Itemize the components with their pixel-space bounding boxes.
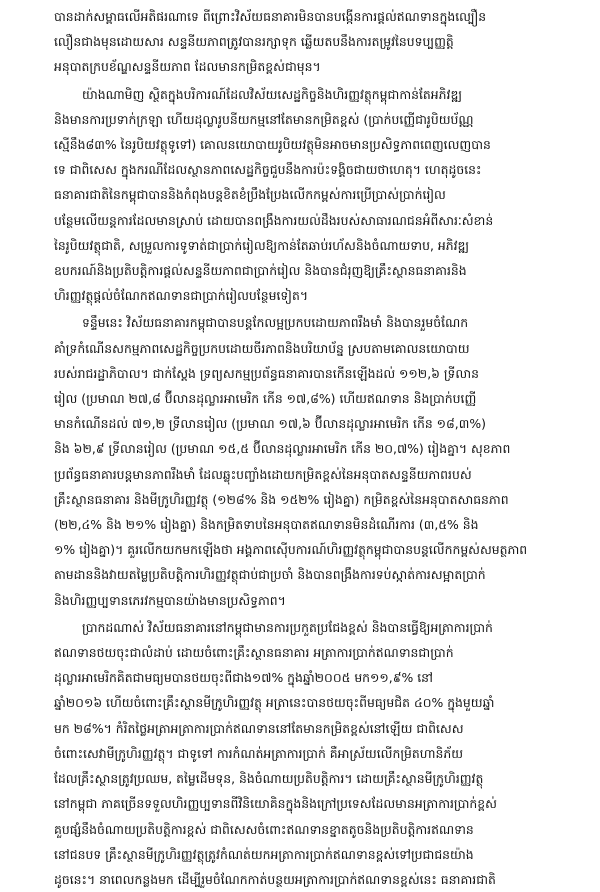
text-line: លឿនជាងមុនដោយសារ សន្ទនីយភាពត្រូវបានរក្សាទុក ឆ្លើយតបនឹងការតម្រូវនៃបទប្បញ្ញត្តិ [54, 34, 454, 50]
text-line: ១% រៀងគ្នា)។ គួរលើកយកមកឡើងថា អង្គភាពស៊ើបការណ៍ហិរញ្ញវត្ថុកម្ពុជាបានបន្តលើកកម្ពស់សមត្ថភាព [54, 542, 528, 558]
text-line: អនុបាតក្របខ័ណ្ឌសន្ទនីយភាព ដែលមានកម្រិតខ្ពស់ជាមុន។ [54, 59, 321, 75]
text-line: រៀល (ប្រមាណ ២៧,៨ ប៊ីលានដុល្លារអាមេរិក កើន ១៧,៨%) ហើយឥណទាន និងប្រាក់បញ្ញើ [54, 391, 477, 407]
text-line: ឆ្នាំ២០១៦ ហើយចំពោះគ្រឹះស្ថានមីក្រូហិរញ្ញវត្ថុ អត្រានេះបានថយចុះពីមធ្យមជិត ៤០% ក្នុងមួយឆ្នាំ [54, 695, 495, 711]
text-line: ទេ ជាពិសេស ក្នុងករណីដែលស្ថានភាពសេដ្ឋកិច្ចជួបនឹងការប៉ះទង្គិចជាយថាហេតុ។ ហេតុដូចនេះ [54, 162, 482, 178]
text-line: និងមានការប្រទាក់ក្រឡា ហើយដុល្លារូបនីយកម្មនៅតែមានកម្រិតខ្ពស់ (ប្រាក់បញ្ញើជារូបិយប័ណ្ណ [54, 111, 474, 127]
text-line: ឥណទានថយចុះជាលំដាប់ ដោយចំពោះគ្រឹះស្ថានធនាគារ អត្រាការប្រាក់ឥណទានជាប្រាក់ [54, 645, 454, 661]
text-line: (២២,៤% និង ២១% រៀងគ្នា) និងកម្រិតទាបនៃអនុបាតឥណទានមិនដំណើរការ (៣,៥% និង [54, 517, 479, 533]
text-line: នៅកម្ពុជា ភាគច្រើនទទួលហិរញ្ញប្បទានពីវិនិយោគិនក្នុងនិងក្រៅប្រទេសដែលមានអត្រាការប្រាក់ខ្ពស់ [54, 796, 497, 812]
text-line: ដូចនេះ។ នាពេលកន្លងមក ដើម្បីរួមចំណែកកាត់បន្ថយអត្រាការប្រាក់ឥណទានខ្ពស់នេះ ធនាគារជាតិ [54, 871, 496, 887]
text-line: ប្រព័ន្ធធនាគារបន្តមានភាពរឹងមាំ ដែលឆ្លុះបញ្ចាំងដោយកម្រិតខ្ពស់នៃអនុបាតសន្ទនីយភាពរបស់ [54, 466, 472, 482]
text-line: នៃរូបិយវត្ថុជាតិ, សម្រួលការទូទាត់ជាប្រាក់រៀលឱ្យកាន់តែឆាប់រហ័សនិងចំណាយទាប, អភិវឌ្ឍ [54, 237, 470, 253]
paragraph-3 [54, 310, 574, 612]
text-line: នៅជនបទ គ្រឹះស្ថានមីក្រូហិរញ្ញវត្ថុត្រូវកំណត់យកអត្រាការប្រាក់ឥណទានខ្ពស់ទៅប្រជាជនយ៉ាង [54, 846, 474, 862]
text-line: យ៉ាងណាមិញ ស្ថិតក្នុងបរិការណ៍ដែលវិស័យសេដ្ឋកិច្ចនិងហិរញ្ញវត្ថុកម្ពុជាកាន់តែអភិវឌ្ឍ [82, 86, 463, 102]
text-line: ហិរញ្ញវត្ថុផ្តល់ចំណែកឥណទានជាប្រាក់រៀលបន្ថែមទៀត។ [54, 288, 308, 304]
text-line: ធនាគារជាតិនៃកម្ពុជាបាននិងកំពុងបន្តខិតខំប្រឹងប្រែងលើកកម្ពស់ការប្រើប្រាស់ប្រាក់រៀល [54, 187, 446, 203]
text-line: មក ២៨%។ កំរិតថ្លៃអត្រាអត្រាការប្រាក់ឥណទាននៅតែមានកម្រិតខ្ពស់នៅឡើយ ជាពិសេស [54, 720, 464, 736]
paragraph-2 [54, 82, 574, 309]
text-line: ចំពោះសេវាមីក្រូហិរញ្ញវត្ថុ។ ជាទូទៅ ការកំណត់អត្រាការប្រាក់ គឺអាស្រ័យលើកម្រិតហានិភ័យ [54, 745, 464, 761]
text-line: បន្ថែមលើយន្តការដែលមានស្រាប់ ដោយបានពង្រឹងការយល់ដឹងរបស់សាធារណជនអំពីសារៈសំខាន់ [54, 212, 494, 228]
text-line: និង ៦២,៩ ទ្រីលានរៀល (ប្រមាណ ១៥,៥ ប៊ីលានដុល្លារអាមេរិក កើន ២០,៧%) រៀងគ្នា។ សុខភាព [54, 441, 511, 457]
text-line: មានកំណើនដល់ ៧១,២ ទ្រីលានរៀល (ប្រមាណ ១៧,៦ ប៊ីលានដុល្លារអាមេរិក កើន ១៨,៣%) [54, 416, 486, 432]
text-line: គាំទ្រកំណើនសកម្មភាពសេដ្ឋកិច្ចប្រកបដោយចីរភាពនិងបរិយាប័ន្ន ស្របតាមគោលនយោបាយ [54, 340, 470, 356]
text-line: បានដាក់សម្ពាធលើអតិផរណាទេ ពីព្រោះវិស័យធនាគារមិនបានបង្កើនការផ្តល់ឥណទានក្នុងល្បឿន [54, 9, 487, 24]
text-line: ឧបករណ៍និងប្រតិបត្តិការផ្តល់សន្ទនីយភាពជាប្រាក់រៀល និងបានជំរុញឱ្យគ្រឹះស្ថានធនាគារនិង [54, 263, 467, 279]
text-line: ដែលគ្រឹះស្ថានត្រូវប្រឈម, តម្លៃដើមទុន, និងចំណាយប្រតិបត្តិការ។ ដោយគ្រឹះស្ថានមីក្រូហិរញ្ញវត្ថុ [54, 771, 484, 787]
paragraph-4 [54, 615, 574, 892]
text-line: គ្រឹះស្ថានធនាគារ និងមីក្រូហិរញ្ញវត្ថុ (១២៨% និង ១៥២% រៀងគ្នា) កម្រិតខ្ពស់នៃអនុបាតសាធនភាព [54, 491, 509, 507]
text-line: ទន្ទឹមនេះ វិស័យធនាគារកម្ពុជាបានបន្តកែលម្អប្រកបដោយភាពរឹងមាំ និងបានរួមចំណែក [82, 315, 469, 331]
text-line: ដុល្លារអាមេរិកគិតជាមធ្យមបានថយចុះពីជាង១៧% ក្នុងឆ្នាំ២០០៥ មក១១,៩% នៅ [54, 670, 433, 686]
text-line: ស្មើនឹង៨៣% នៃរូបិយវត្ថុទូទៅ) គោលនយោបាយរូបិយវត្ថុមិនអាចមានប្រសិទ្ធភាពពេញលេញបាន [54, 137, 491, 153]
text-line: ប្រាកដណាស់ វិស័យធនាគារនៅកម្ពុជាមានការប្រកួតប្រជែងខ្ពស់ និងបានធ្វើឱ្យអត្រាការប្រាក់ [82, 619, 493, 635]
text-line: របស់រាជរដ្ឋាភិបាល។ ជាក់ស្តែង ទ្រព្យសកម្មប្រព័ន្ធធនាគារបានកើនឡើងដល់ ១១២,៦ ទ្រីលាន [54, 365, 479, 381]
text-line: និងហិរញ្ញប្បទានភេរវកម្មបានយ៉ាងមានប្រសិទ្ធភាព។ [54, 592, 286, 608]
text-line: តាមដាននិងវាយតម្លៃប្រតិបត្តិការហិរញ្ញវត្ថុជាប់ជាប្រចាំ និងបានពង្រឹងការទប់ស្កាត់ការសម្អាតប្រាក់ [54, 567, 486, 583]
paragraph-1 [54, 4, 574, 80]
text-line: គួបផ្សំនឹងចំណាយប្រតិបត្តិការខ្ពស់ ជាពិសេសចំពោះឥណទានខ្នាតតូចនិងប្រតិបត្តិការឥណទាន [54, 821, 474, 837]
